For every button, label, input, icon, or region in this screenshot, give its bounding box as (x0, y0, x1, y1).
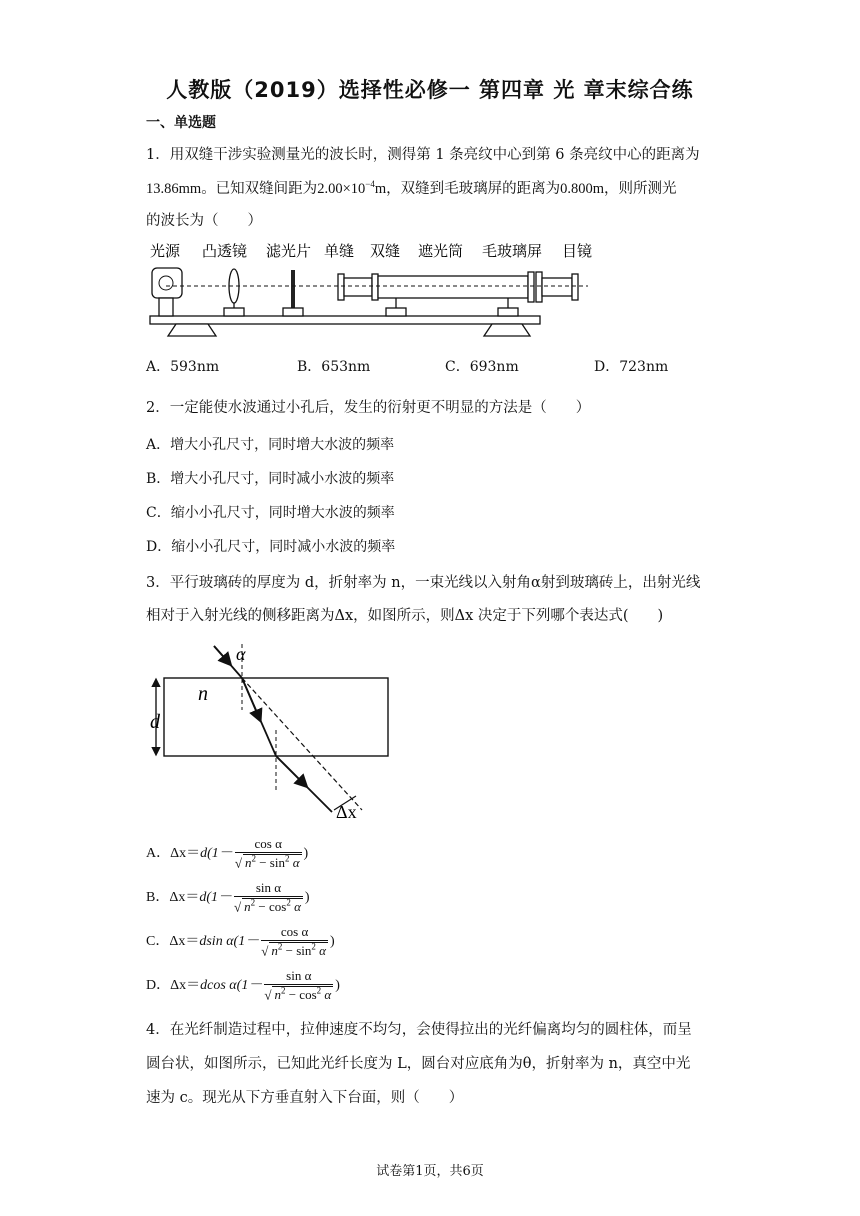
q1-line2 (146, 177, 677, 198)
q1-screen-distance: 0.800m (560, 181, 605, 197)
option-pre: d(1－ (200, 845, 233, 861)
q2-option-a[interactable]: A．增大小孔尺寸，同时增大水波的频率 (146, 437, 395, 453)
den-exp: 2 (250, 898, 256, 908)
label-eyepiece: 目镜 (562, 242, 593, 260)
fraction-denominator: √ $n^2 - \sin^2 \alpha$ (234, 854, 300, 871)
q4-line1: 4．在光纤制造过程中，拉伸速度不均匀，会使得拉出的光纤偏离均匀的圆柱体，而呈 (146, 1022, 692, 1038)
q3-line1: 3．平行玻璃砖的厚度为 d，折射率为 n，一束光线以入射角α射到玻璃砖上，出射光线 (146, 575, 701, 591)
fraction-denominator: √ $n^2 - \sin^2 \alpha$ (261, 942, 326, 959)
option-lhs: Δx＝ (170, 845, 201, 861)
q1-text3: ，则所测光 (604, 181, 677, 197)
q1-text2: ，双缝到毛玻璃屏的距离为 (386, 181, 561, 197)
q3-line2: 相对于入射光线的侧移距离为Δx，如图所示，则Δx 决定于下列哪个表达式( ) (146, 608, 664, 624)
fraction-numerator: sin α (264, 968, 333, 985)
label-light-source: 光源 (150, 242, 181, 260)
fraction-denominator: √ $n^2 - \cos^2 \alpha$ (264, 986, 332, 1003)
option-letter: D． (146, 977, 171, 993)
q1-distance: 13.86mm (146, 181, 202, 197)
fraction (261, 924, 328, 959)
label-single-slit: 单缝 (324, 242, 355, 260)
den-alpha: α (290, 899, 301, 915)
option-lhs: Δx＝ (169, 889, 200, 905)
den-trig: − sin (282, 943, 312, 959)
label-alpha: α (236, 644, 246, 664)
label-light-tube: 遮光筒 (418, 242, 464, 260)
option-pre: d(1－ (199, 889, 233, 905)
fraction-numerator: sin α (234, 880, 303, 897)
option-letter: B． (146, 889, 170, 905)
den-exp: 2 (280, 986, 286, 996)
q2-option-d[interactable]: D．缩小小孔尺寸，同时减小水波的频率 (146, 539, 396, 555)
den-alpha: α (321, 987, 332, 1003)
q2-option-c[interactable]: C．缩小小孔尺寸，同时增大水波的频率 (146, 505, 395, 521)
q3-glass-slab-figure (146, 640, 396, 824)
den-exp2: 2 (311, 942, 316, 952)
fraction (264, 968, 333, 1003)
q2-stem: 2．一定能使水波通过小孔后，发生的衍射更不明显的方法是（ ） (146, 400, 591, 416)
option-post: ) (304, 889, 310, 905)
q3-option-d[interactable] (146, 968, 340, 1003)
double-slit-apparatus (146, 238, 606, 338)
option-pre: dsin α(1－ (199, 933, 260, 949)
den-exp: 2 (251, 854, 256, 864)
label-frosted-screen: 毛玻璃屏 (482, 242, 543, 260)
option-letter: A． (146, 845, 171, 861)
fraction (234, 880, 303, 915)
den-n: n (271, 943, 278, 959)
q3-option-b[interactable] (146, 880, 310, 915)
option-pre: dcos α(1－ (200, 977, 263, 993)
refraction-diagram (146, 640, 396, 820)
q1-option-d[interactable]: D．723nm (594, 359, 669, 375)
page-footer: 试卷第1页，共6页 (376, 1164, 484, 1179)
q1-option-a[interactable]: A．593nm (146, 359, 220, 375)
q1-line1: 1．用双缝干涉实验测量光的波长时，测得第 1 条亮纹中心到第 6 条亮纹中心的距离为 (146, 147, 700, 163)
den-trig: − sin (255, 855, 285, 871)
fraction-numerator: cos α (261, 924, 328, 941)
den-n: n (274, 987, 281, 1003)
den-trig: − cos (285, 987, 317, 1003)
option-letter: C． (146, 933, 170, 949)
option-lhs: Δx＝ (170, 977, 201, 993)
exam-title: 人教版（2019）选择性必修一 第四章 光 章末综合练 (166, 78, 694, 102)
q1-exponent: −4 (365, 179, 375, 190)
q1-unit: m (374, 181, 387, 197)
q1-option-c[interactable]: C．693nm (445, 359, 519, 375)
q1-line3: 的波长为（ ） (146, 213, 262, 229)
den-n: n (244, 899, 251, 915)
option-post: ) (329, 933, 335, 949)
fraction-denominator: √ $n^2 - \cos^2 \alpha$ (234, 898, 301, 915)
q1-apparatus-diagram (146, 238, 606, 342)
den-exp2: 2 (286, 898, 291, 908)
fraction-numerator: cos α (235, 836, 302, 853)
den-alpha: α (315, 943, 326, 959)
q1-slit-spacing: 2.00×10 (317, 181, 366, 197)
q1-option-b[interactable]: B．653nm (297, 359, 371, 375)
label-d: d (150, 711, 160, 733)
q4-line3: 速为 c。现光从下方垂直射入下台面，则（ ） (146, 1090, 464, 1106)
option-post: ) (335, 977, 340, 993)
label-filter: 滤光片 (266, 242, 312, 260)
section-heading: 一、单选题 (146, 115, 216, 131)
q4-line2: 圆台状，如图所示，已知此光纤长度为 L，圆台对应底角为θ，折射率为 n，真空中光 (146, 1056, 691, 1072)
den-exp2: 2 (284, 854, 290, 864)
q1-text: 。已知双缝间距为 (201, 181, 318, 197)
label-double-slit: 双缝 (370, 242, 401, 260)
fraction (235, 836, 302, 871)
den-exp: 2 (277, 942, 283, 952)
option-lhs: Δx＝ (169, 933, 200, 949)
den-alpha: α (289, 855, 300, 871)
den-trig: − cos (255, 899, 287, 915)
q2-option-b[interactable]: B．增大小孔尺寸，同时减小水波的频率 (146, 471, 395, 487)
q3-option-a[interactable] (146, 836, 308, 871)
label-n: n (198, 683, 208, 705)
option-post: ) (303, 845, 309, 861)
den-exp2: 2 (316, 986, 322, 996)
label-convex-lens: 凸透镜 (202, 242, 248, 260)
label-delta-x: Δx (336, 802, 357, 820)
q3-option-c[interactable] (146, 924, 335, 959)
den-n: n (244, 855, 252, 871)
